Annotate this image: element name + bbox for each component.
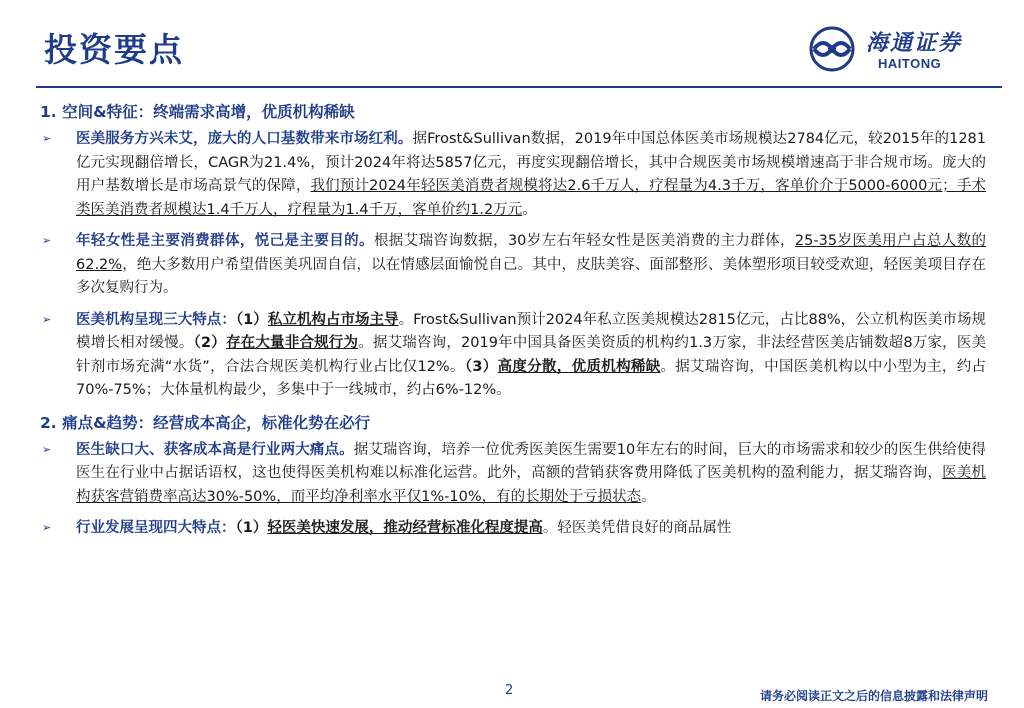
bullet-lead: 医生缺口大、获客成本高是行业两大痛点。 [76,441,354,458]
underlined-text: 存在大量非合规行为 [225,335,359,351]
underlined-text: 轻医美快速发展，推动经营标准化程度提高 [267,520,543,536]
header-divider [36,86,1002,88]
arrow-bullet-icon: ➢ [42,442,52,456]
bullet-lead: 行业发展呈现四大特点： [76,520,236,536]
bullet-lead: 年轻女性是主要消费群体，悦己是主要目的。 [76,233,374,249]
point-number: （1） [235,520,268,536]
haitong-emblem-icon [806,26,858,72]
bullet-text: 。据艾瑞咨询，2019年中国具备医美资质的机构约1.3万家，非法经营医美店铺数超8万家，医美针剂市场充满“水货”，合法合规医美机构行业占比仅12%。 [76,335,987,375]
bullet-paragraph [76,230,986,301]
arrow-bullet-icon: ➢ [42,132,52,145]
bullet-item [36,230,986,301]
bullet-paragraph [76,517,986,541]
bullet-paragraph [76,309,986,403]
bullet-lead: 医美机构呈现三大特点： [76,311,236,328]
arrow-bullet-icon: ➢ [42,312,52,326]
arrow-bullet-icon: ➢ [42,234,52,247]
point-number: （1） [235,311,268,328]
arrow-bullet-icon: ➢ [42,521,52,534]
underlined-text: 25-35岁医美用户占总人数的62.2% [76,233,987,273]
underlined-text: 我们预计2024年轻医美消费者规模将达2.6千万人，疗程量为4.3千万，客单价介于5000-6000元；手术类医美消费者规模达1.4千万人，疗程量为1.4千万，客单价约1.2万元 [76,178,986,218]
bullet-item [36,439,986,510]
bullet-text: 据艾瑞咨询，培养一位优秀医美医生需要10年左右的时间，巨大的市场需求和较少的医生供给使得医生在行业中占据话语权，这也使得医美机构难以标准化运营。此外，高额的营销获客费用降低了医美机构的盈利能力，据艾瑞咨询， [76,441,987,481]
bullet-item [36,128,986,222]
bullet-text: 。轻医美凭借良好的商品属性 [542,520,732,536]
underlined-text: 高度分散，优质机构稀缺 [497,358,661,375]
bullet-text: 。Frost&Sullivan预计2024年私立医美规模达2815亿元，占比88%，公立机构医美市场规模增长相对缓慢。 [76,311,987,351]
section-heading-1: 1. 空间&特征：终端需求高增，优质机构稀缺 [40,103,355,121]
bullet-text: 。 [641,488,656,505]
bullet-item [36,309,986,403]
bullet-item [36,517,986,541]
bullet-text: 。 [522,201,537,218]
logo-english-text: HAITONG [878,56,942,71]
bullet-text: 据Frost&Sullivan数据，2019年中国总体医美市场规模达2784亿元，较2015年的1281亿元实现翻倍增长，CAGR为21.4%，预计2024年将达5857亿元，再度实现翻倍增长，其中合规医美市场规模增速高于非合规市场。庞大的用户基数增长是市场高景气的保障， [76,131,987,194]
point-number: （2） [193,335,226,351]
bullet-text: 根据艾瑞咨询数据，30岁左右年轻女性是医美消费的主力群体， [373,233,795,249]
logo-chinese-text: 海通证券 [866,30,963,56]
bullet-lead: 医美服务方兴未艾，庞大的人口基数带来市场红利。 [76,131,413,147]
haitong-logo [806,26,996,76]
main-content [36,96,986,549]
page-title: 投资要点 [44,30,184,69]
underlined-text: 医美机构获客营销费率高达30%-50%，而平均净利率水平仅1%-10%，有的长期处于亏损状态 [76,465,987,505]
underlined-text: 私立机构占市场主导 [267,311,399,328]
point-number: （3） [464,358,498,375]
legal-disclaimer: 请务必阅读正文之后的信息披露和法律声明 [759,689,988,703]
bullet-text: ，绝大多数用户希望借医美巩固自信，以在情感层面愉悦自己。其中，皮肤美容、面部整形、美体塑形项目较受欢迎，轻医美项目存在多次复购行为。 [76,256,986,296]
bullet-paragraph [76,128,986,222]
page-number: 2 [505,683,514,698]
bullet-text: 。据艾瑞咨询，中国医美机构以中小型为主，约占70%-75%；大体量机构最少，多集中于一线城市，约占6%-12%。 [76,358,987,398]
bullet-paragraph [76,439,986,510]
section-heading-2: 2. 痛点&趋势：经营成本高企，标准化势在必行 [40,413,371,432]
